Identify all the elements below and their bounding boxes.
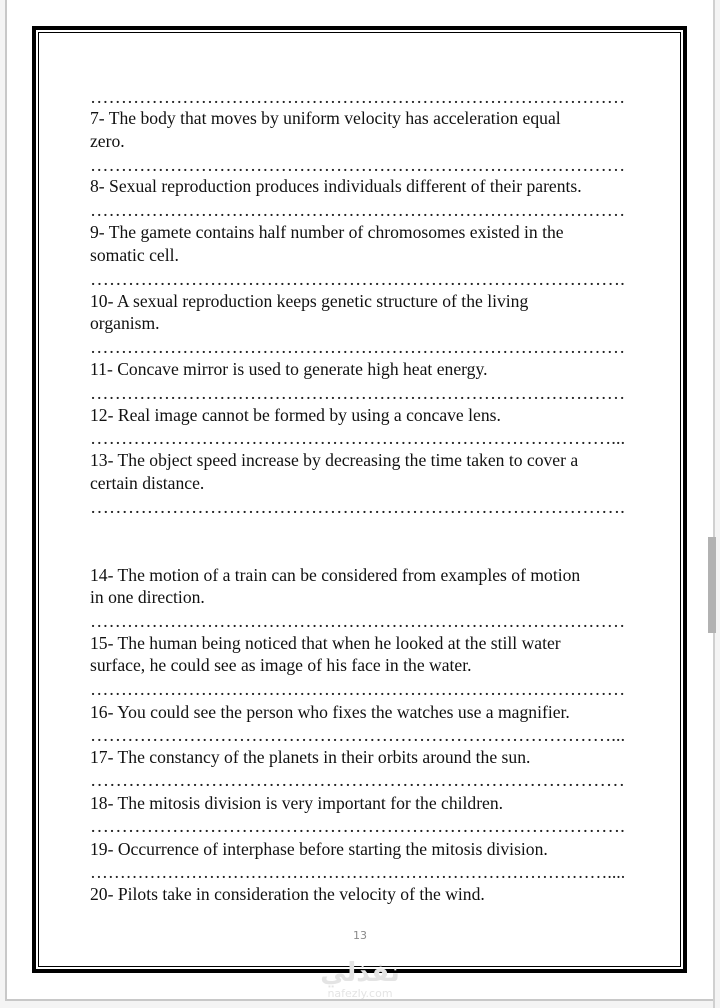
watermark <box>300 958 420 1000</box>
question-11-line-1: 11- Concave mirror is used to generate high heat energy. <box>90 359 488 379</box>
answer-dot-leader: …………………………………………………………………………... <box>90 725 626 745</box>
question-9-line-1: 9- The gamete contains half number of chromosomes existed in the <box>90 222 564 242</box>
answer-dot-leader: …………………………………………………………………………… <box>90 611 626 631</box>
question-19-line-1: 19- Occurrence of interphase before starting the mitosis division. <box>90 839 548 859</box>
page-number: 13 <box>353 929 367 942</box>
question-7-line-1: 7- The body that moves by uniform velocity has acceleration equal <box>90 108 561 128</box>
question-8-line-1: 8- Sexual reproduction produces individuals different of their parents. <box>90 176 582 196</box>
answer-dot-leader: …………………………………………………………………………… <box>90 200 626 220</box>
watermark-site: nafezly.com <box>327 987 393 1000</box>
scrollbar-thumb[interactable] <box>708 537 716 633</box>
question-18-line-1: 18- The mitosis division is very important for the children. <box>90 793 504 813</box>
question-14-line-2: in one direction. <box>90 587 205 607</box>
answer-dot-leader: …………………………………………………………………………… <box>90 337 626 357</box>
question-16-line-1: 16- You could see the person who fixes the watches use a magnifier. <box>90 702 570 722</box>
answer-dot-leader: …………………………………………………………………………… <box>90 679 626 699</box>
question-10-line-1: 10- A sexual reproduction keeps genetic structure of the living <box>90 291 529 311</box>
answer-dot-leader: …………………………………………………………………………….... <box>90 862 626 882</box>
question-7-line-2: zero. <box>90 131 125 151</box>
answer-dot-leader: …………………………………………………………………………… <box>90 87 626 107</box>
question-13-line-1: 13- The object speed increase by decreasing the time taken to cover a <box>90 450 579 470</box>
answer-dot-leader: …………………………………………………………………………. <box>90 816 625 836</box>
answer-dot-leader: ………………………………………………………………………… <box>90 770 625 790</box>
question-10-line-2: organism. <box>90 313 160 333</box>
answer-dot-leader: …………………………………………………………………………. <box>90 497 625 517</box>
question-20-line-1: 20- Pilots take in consideration the velocity of the wind. <box>90 884 485 904</box>
answer-dot-leader: …………………………………………………………………………… <box>90 155 626 175</box>
question-15-line-2: surface, he could see as image of his face in the water. <box>90 655 472 675</box>
answer-dot-leader: …………………………………………………………………………. <box>90 269 625 289</box>
question-13-line-2: certain distance. <box>90 473 205 493</box>
question-9-line-2: somatic cell. <box>90 245 179 265</box>
question-17-line-1: 17- The constancy of the planets in their orbits around the sun. <box>90 747 531 767</box>
answer-dot-leader: …………………………………………………………………………... <box>90 428 626 448</box>
question-14-line-1: 14- The motion of a train can be considered from examples of motion <box>90 565 581 585</box>
scrollbar-track[interactable] <box>713 0 715 1008</box>
answer-dot-leader: …………………………………………………………………………… <box>90 383 626 403</box>
question-12-line-1: 12- Real image cannot be formed by using a concave lens. <box>90 405 501 425</box>
question-15-line-1: 15- The human being noticed that when he looked at the still water <box>90 633 561 653</box>
watermark-logo-text: نفذلي <box>320 958 400 988</box>
